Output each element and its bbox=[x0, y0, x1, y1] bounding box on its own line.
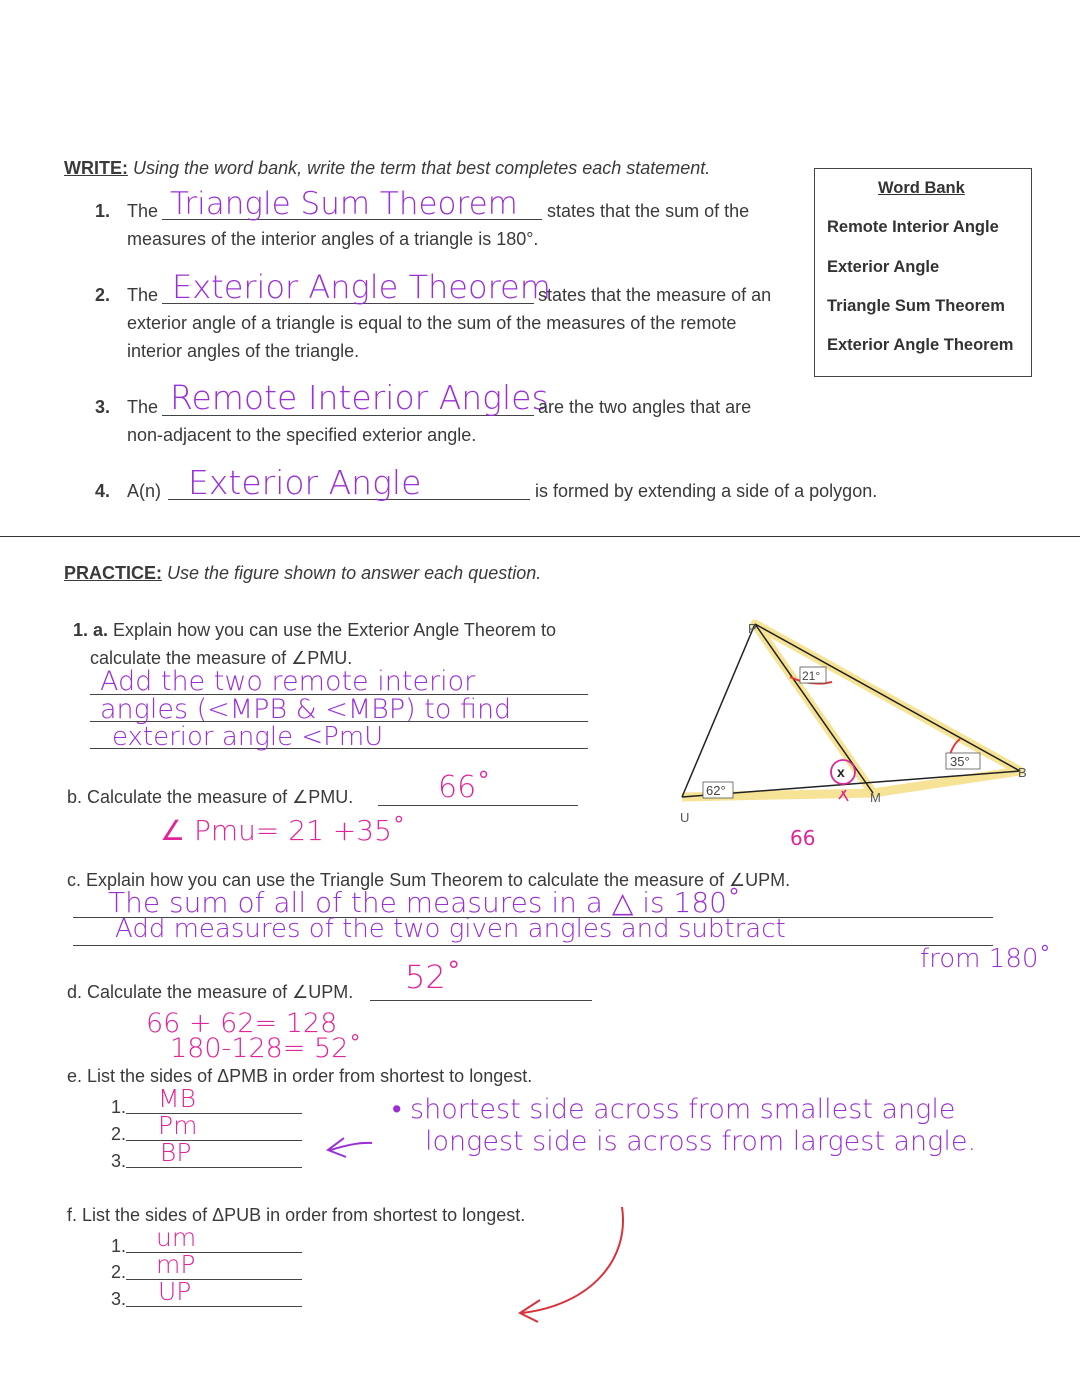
q1e-note-line: longest side is across from largest angle. bbox=[425, 1126, 977, 1157]
q1a-answer-line: exterior angle <PmU bbox=[112, 722, 384, 752]
curved-arrow-icon bbox=[520, 1207, 623, 1322]
q1d-answer: 52˚ bbox=[405, 958, 462, 996]
q1d-work-line: 66 + 62= 128 bbox=[146, 1008, 338, 1039]
q1f-label: f. List the sides of ΔPUB in order from shortest to longest. bbox=[67, 1205, 526, 1225]
write-heading: WRITE: bbox=[64, 158, 128, 178]
item-3-number: 3. bbox=[95, 397, 111, 417]
q1f-num: 3. bbox=[111, 1289, 127, 1309]
figure-handwritten-66: 66 bbox=[790, 826, 816, 850]
word-bank-term: Exterior Angle Theorem bbox=[827, 336, 1014, 354]
item-2-line2: exterior angle of a triangle is equal to the sum of the measures of the remote bbox=[127, 313, 737, 333]
item-3-answer: Remote Interior Angles bbox=[170, 378, 549, 417]
q1f-num: 1. bbox=[111, 1236, 127, 1256]
q1e-num: 3. bbox=[111, 1151, 127, 1171]
q1f-answer: UP bbox=[158, 1277, 192, 1306]
item-2-answer: Exterior Angle Theorem bbox=[172, 268, 551, 306]
practice-instruction: Use the figure shown to answer each question. bbox=[167, 563, 542, 583]
q1e-num: 1. bbox=[111, 1097, 127, 1117]
word-bank-term: Triangle Sum Theorem bbox=[827, 297, 1005, 315]
q1f-answer: um bbox=[156, 1223, 197, 1252]
item-2-pre: The bbox=[127, 285, 159, 305]
practice-heading: PRACTICE: bbox=[64, 563, 162, 583]
q1e-answer: BP bbox=[160, 1138, 192, 1167]
item-1-line2: measures of the interior angles of a triangle is 180°. bbox=[127, 229, 539, 249]
angle-x-label: x bbox=[837, 764, 845, 780]
q1a-answer-line: angles (<MPB & <MBP) to find bbox=[100, 694, 512, 725]
q1e-note-line: • shortest side across from smallest angle bbox=[392, 1094, 956, 1125]
q1b-work: ∠ Pmu= 21 +35˚ bbox=[160, 814, 406, 847]
item-4-answer: Exterior Angle bbox=[188, 463, 422, 502]
q1c-answer-line: The sum of all of the measures in a △ is 180˚ bbox=[108, 886, 741, 919]
vertex-p-label: P bbox=[748, 621, 757, 636]
q1b-answer: 66˚ bbox=[438, 770, 492, 805]
q1e-answer: MB bbox=[158, 1084, 196, 1113]
item-3-post: are the two angles that are bbox=[538, 397, 752, 417]
item-1-number: 1. bbox=[95, 201, 111, 221]
item-1-pre: The bbox=[127, 201, 159, 221]
triangle-figure bbox=[660, 615, 1070, 855]
q1d-label: d. Calculate the measure of ∠UPM. bbox=[67, 982, 354, 1002]
item-1-post: states that the sum of the bbox=[547, 201, 750, 221]
q1a-answer-line: Add the two remote interior bbox=[100, 666, 476, 697]
item-1-answer: Triangle Sum Theorem bbox=[170, 186, 518, 222]
item-4-number: 4. bbox=[95, 481, 111, 501]
angle-21-label: 21° bbox=[802, 669, 821, 683]
q1b-label: b. Calculate the measure of ∠PMU. bbox=[67, 787, 354, 807]
q1c-answer-line: from 180˚ bbox=[920, 944, 1052, 974]
item-3-pre: The bbox=[127, 397, 159, 417]
item-2-number: 2. bbox=[95, 285, 111, 305]
q1a-number: 1. a. bbox=[73, 620, 109, 640]
angle-62-label: 62° bbox=[706, 783, 726, 798]
segment-pm bbox=[755, 624, 873, 793]
left-arrow-icon bbox=[328, 1138, 372, 1157]
item-2-post: states that the measure of an bbox=[538, 285, 772, 305]
segment-pb bbox=[755, 624, 1020, 771]
vertex-b-label: B bbox=[1018, 765, 1027, 780]
item-3-line2: non-adjacent to the specified exterior angle. bbox=[127, 425, 477, 445]
write-instruction: Using the word bank, write the term that best completes each statement. bbox=[133, 158, 711, 178]
q1e-label: e. List the sides of ΔPMB in order from shortest to longest. bbox=[67, 1066, 533, 1086]
item-4-pre: A(n) bbox=[127, 481, 162, 501]
q1e-num: 2. bbox=[111, 1124, 127, 1144]
q1e-answer: Pm bbox=[158, 1111, 198, 1140]
q1c-answer-line: Add measures of the two given angles and subtract bbox=[115, 914, 786, 944]
word-bank-term: Exterior Angle bbox=[827, 258, 940, 276]
word-bank-term: Remote Interior Angle bbox=[827, 218, 999, 236]
item-2-line3: interior angles of the triangle. bbox=[127, 341, 360, 361]
vertex-u-label: U bbox=[680, 810, 690, 825]
word-bank-title: Word Bank bbox=[878, 179, 965, 197]
q1d-work-line: 180-128= 52˚ bbox=[170, 1033, 362, 1064]
q1a-prompt: Explain how you can use the Exterior Angle Theorem to bbox=[113, 620, 556, 640]
segment-pu bbox=[682, 624, 755, 797]
q1f-answer: mP bbox=[156, 1250, 196, 1279]
vertex-m-label: M bbox=[870, 790, 881, 805]
q1c-label: c. Explain how you can use the Triangle Sum Theorem to calculate the measure of ∠UPM. bbox=[67, 870, 791, 890]
angle-35-label: 35° bbox=[950, 754, 970, 769]
q1a-text2: calculate the measure of ∠PMU. bbox=[90, 648, 353, 668]
item-4-post: is formed by extending a side of a polygon. bbox=[535, 481, 878, 501]
q1f-num: 2. bbox=[111, 1262, 127, 1282]
